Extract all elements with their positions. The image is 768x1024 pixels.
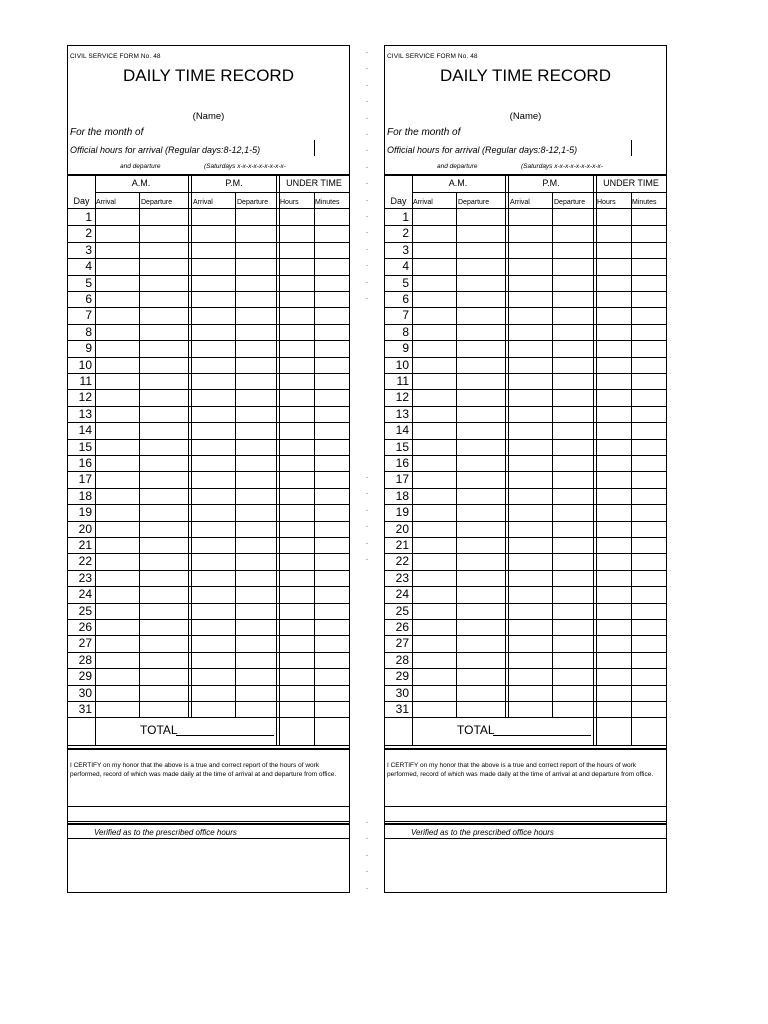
- day-number: 2: [85, 226, 92, 241]
- day-number: 6: [402, 292, 409, 306]
- day-number: 7: [85, 308, 92, 323]
- day-number: 26: [78, 620, 92, 634]
- rule-row: [385, 521, 666, 522]
- day-number: 27: [395, 636, 409, 651]
- rule-row: [68, 357, 349, 358]
- rule-group-header: [412, 192, 666, 193]
- col-undertime-divider: [631, 192, 632, 745]
- day-number: 14: [395, 423, 409, 438]
- col-pm-start: [191, 174, 192, 717]
- rule-row: [68, 685, 349, 686]
- rule-row: [385, 603, 666, 604]
- total-underline: [493, 735, 591, 736]
- rule-header-top: [385, 174, 666, 176]
- day-number: 31: [395, 702, 409, 716]
- rule-row: [68, 439, 349, 440]
- col-pm-divider: [235, 192, 236, 717]
- rule-row: [68, 324, 349, 325]
- rule-row: [68, 488, 349, 489]
- day-number: 17: [395, 472, 409, 487]
- hours-header: Hours: [280, 199, 299, 206]
- perforation-top: · · · · · · · · · · · · · · · ·: [365, 47, 369, 305]
- rule-header-top: [68, 174, 349, 176]
- day-number: 30: [78, 685, 92, 700]
- day-number: 2: [402, 226, 409, 241]
- day-number: 13: [395, 406, 409, 421]
- rule-row: [68, 537, 349, 538]
- rule-row: [385, 701, 666, 702]
- saturdays-label: (Saturdays x-x-x-x-x-x-x-x-x-: [521, 163, 603, 170]
- col-pm-divider: [552, 192, 553, 717]
- day-number: 7: [402, 308, 409, 323]
- undertime-header: UNDER TIME: [286, 178, 342, 188]
- rule-row: [385, 258, 666, 259]
- col-undertime-start: [596, 174, 597, 745]
- name-label: (Name): [192, 111, 225, 122]
- pm-departure-header: Departure: [237, 199, 269, 206]
- day-number: 11: [396, 374, 409, 388]
- rule-row: [68, 291, 349, 292]
- col-am-divider: [139, 192, 140, 717]
- col-pm-end: [593, 174, 594, 745]
- rule-row: [68, 242, 349, 243]
- day-header: Day: [390, 196, 407, 206]
- rule-verified-top: [385, 821, 666, 822]
- col-am-end: [505, 174, 506, 717]
- month-label: For the month of: [387, 127, 461, 138]
- day-number: 23: [395, 570, 409, 585]
- rule-row: [68, 553, 349, 554]
- day-number: 22: [78, 554, 92, 569]
- day-number: 24: [395, 587, 409, 602]
- day-number: 12: [395, 390, 409, 405]
- undertime-header: UNDER TIME: [603, 178, 659, 188]
- rule-row: [68, 455, 349, 456]
- rule-row: [385, 324, 666, 325]
- rule-row: [68, 275, 349, 276]
- col-am-end: [188, 174, 189, 717]
- am-header: A.M.: [131, 178, 151, 188]
- rule-total-bottom: [385, 745, 666, 746]
- rule-row: [68, 406, 349, 407]
- rule-row: [68, 225, 349, 226]
- rule-row: [68, 373, 349, 374]
- pm-arrival-header: Arrival: [193, 199, 213, 206]
- day-number: 6: [85, 292, 92, 306]
- am-departure-header: Departure: [458, 199, 490, 206]
- verified-label: Verified as to the prescribed office hours: [411, 828, 554, 837]
- day-number: 13: [78, 406, 92, 421]
- day-number: 5: [402, 275, 409, 290]
- am-arrival-header: Arrival: [413, 199, 433, 206]
- pm-header: P.M.: [225, 178, 243, 188]
- day-number: 4: [402, 259, 409, 274]
- day-number: 16: [395, 456, 409, 470]
- rule-row: [385, 406, 666, 407]
- day-number: 26: [395, 620, 409, 634]
- rule-row: [385, 439, 666, 440]
- rule-verified-top-double: [385, 823, 666, 825]
- day-number: 9: [402, 341, 409, 356]
- rule-row: [385, 685, 666, 686]
- saturdays-label: (Saturdays x-x-x-x-x-x-x-x-x-: [204, 163, 286, 170]
- day-number: 18: [78, 488, 92, 503]
- col-undertime-divider: [314, 192, 315, 745]
- form-title: DAILY TIME RECORD: [123, 66, 294, 85]
- rule-row: [68, 389, 349, 390]
- rule-row: [68, 652, 349, 653]
- perforation-bottom: · · · · ·: [365, 817, 369, 894]
- rule-row: [385, 586, 666, 587]
- rule-row: [385, 488, 666, 489]
- month-label: For the month of: [70, 127, 144, 138]
- rule-row: [68, 258, 349, 259]
- rule-certify-top: [68, 748, 349, 750]
- day-number: 1: [85, 210, 92, 224]
- col-am-divider: [456, 192, 457, 717]
- day-number: 1: [402, 210, 409, 224]
- rule-row: [385, 635, 666, 636]
- day-number: 24: [78, 587, 92, 602]
- day-number: 15: [395, 439, 409, 454]
- day-number: 17: [78, 472, 92, 487]
- day-number: 25: [78, 603, 92, 618]
- rule-row: [68, 504, 349, 505]
- day-number: 3: [402, 242, 409, 257]
- pm-arrival-header: Arrival: [510, 199, 530, 206]
- rule-row: [385, 291, 666, 292]
- form-number: CIVIL SERVICE FORM No. 48: [387, 53, 478, 60]
- rule-certify-top: [385, 748, 666, 750]
- col-pm-end: [276, 174, 277, 745]
- day-number: 8: [402, 324, 409, 339]
- rule-row: [68, 701, 349, 702]
- day-number: 10: [395, 357, 409, 372]
- rule-group-header: [95, 192, 349, 193]
- day-number: 5: [85, 275, 92, 290]
- day-number: 23: [78, 570, 92, 585]
- minutes-header: Minutes: [632, 199, 657, 206]
- certify-statement: I CERTIFY on my honor that the above is a true and correct report of the hours of work performed, record of which was made daily at the time of arrival at and departure from office.: [70, 762, 337, 778]
- day-number: 4: [85, 259, 92, 274]
- day-number: 12: [78, 390, 92, 405]
- rule-verified-bottom: [385, 838, 666, 839]
- day-number: 29: [78, 669, 92, 684]
- name-label: (Name): [509, 111, 542, 122]
- day-number: 29: [395, 669, 409, 684]
- official-hours-label: Official hours for arrival (Regular days:8-12,1-5): [387, 145, 578, 155]
- day-number: 30: [395, 685, 409, 700]
- day-number: 21: [395, 538, 409, 552]
- field-divider: [314, 140, 315, 156]
- day-number: 20: [78, 521, 92, 536]
- dtr-form-right: [384, 45, 667, 893]
- rule-row: [385, 422, 666, 423]
- day-number: 31: [78, 702, 92, 716]
- rule-row: [385, 455, 666, 456]
- field-divider: [631, 140, 632, 156]
- day-number: 3: [85, 242, 92, 257]
- rule-total-bottom: [68, 745, 349, 746]
- rule-row: [68, 422, 349, 423]
- hours-header: Hours: [597, 199, 616, 206]
- total-label: TOTAL: [140, 723, 178, 737]
- pm-departure-header: Departure: [554, 199, 586, 206]
- rule-row: [68, 717, 349, 718]
- rule-row: [68, 570, 349, 571]
- day-number: 20: [395, 521, 409, 536]
- official-hours-label: Official hours for arrival (Regular days:8-12,1-5): [70, 145, 261, 155]
- rule-column-header: [68, 208, 349, 209]
- day-number: 21: [78, 538, 92, 552]
- col-day-divider: [95, 174, 96, 745]
- total-underline: [176, 735, 274, 736]
- rule-row: [68, 603, 349, 604]
- form-title: DAILY TIME RECORD: [440, 66, 611, 85]
- certify-statement: I CERTIFY on my honor that the above is a true and correct report of the hours of work performed, record of which was made daily at the time of arrival at and departure from office.: [387, 762, 654, 778]
- dtr-form-left: [67, 45, 350, 893]
- form-number: CIVIL SERVICE FORM No. 48: [70, 53, 161, 60]
- rule-row: [385, 340, 666, 341]
- day-number: 10: [78, 357, 92, 372]
- rule-verified-top: [68, 821, 349, 822]
- rule-row: [385, 504, 666, 505]
- rule-row: [68, 668, 349, 669]
- rule-signature: [68, 806, 349, 807]
- rule-row: [68, 521, 349, 522]
- minutes-header: Minutes: [315, 199, 340, 206]
- rule-row: [385, 652, 666, 653]
- day-number: 18: [395, 488, 409, 503]
- rule-row: [385, 619, 666, 620]
- rule-column-header: [385, 208, 666, 209]
- rule-row: [385, 307, 666, 308]
- day-number: 19: [78, 505, 92, 520]
- am-header: A.M.: [448, 178, 468, 188]
- col-pm-start: [508, 174, 509, 717]
- rule-verified-bottom: [68, 838, 349, 839]
- rule-row: [385, 389, 666, 390]
- day-number: 9: [85, 341, 92, 356]
- day-number: 28: [395, 652, 409, 667]
- rule-row: [385, 275, 666, 276]
- departure-label: and departure: [437, 163, 478, 170]
- am-arrival-header: Arrival: [96, 199, 116, 206]
- rule-verified-top-double: [68, 823, 349, 825]
- day-number: 19: [395, 505, 409, 520]
- col-day-divider: [412, 174, 413, 745]
- day-number: 11: [79, 374, 92, 388]
- rule-row: [385, 553, 666, 554]
- rule-row: [68, 635, 349, 636]
- rule-row: [385, 717, 666, 718]
- day-number: 14: [78, 423, 92, 438]
- day-number: 16: [78, 456, 92, 470]
- rule-row: [385, 373, 666, 374]
- rule-row: [385, 471, 666, 472]
- rule-row: [385, 357, 666, 358]
- perforation-middle: · · · · · ·: [365, 472, 369, 566]
- day-number: 25: [395, 603, 409, 618]
- day-number: 27: [78, 636, 92, 651]
- rule-row: [68, 471, 349, 472]
- day-number: 28: [78, 652, 92, 667]
- rule-row: [68, 307, 349, 308]
- col-undertime-start: [279, 174, 280, 745]
- rule-row: [68, 340, 349, 341]
- rule-row: [385, 570, 666, 571]
- pm-header: P.M.: [542, 178, 560, 188]
- departure-label: and departure: [120, 163, 161, 170]
- total-label: TOTAL: [457, 723, 495, 737]
- rule-row: [385, 537, 666, 538]
- day-header: Day: [73, 196, 90, 206]
- rule-row: [385, 225, 666, 226]
- day-number: 15: [78, 439, 92, 454]
- rule-row: [68, 586, 349, 587]
- rule-row: [385, 242, 666, 243]
- day-number: 22: [395, 554, 409, 569]
- rule-row: [68, 619, 349, 620]
- day-number: 8: [85, 324, 92, 339]
- rule-row: [385, 668, 666, 669]
- rule-signature: [385, 806, 666, 807]
- am-departure-header: Departure: [141, 199, 173, 206]
- verified-label: Verified as to the prescribed office hours: [94, 828, 237, 837]
